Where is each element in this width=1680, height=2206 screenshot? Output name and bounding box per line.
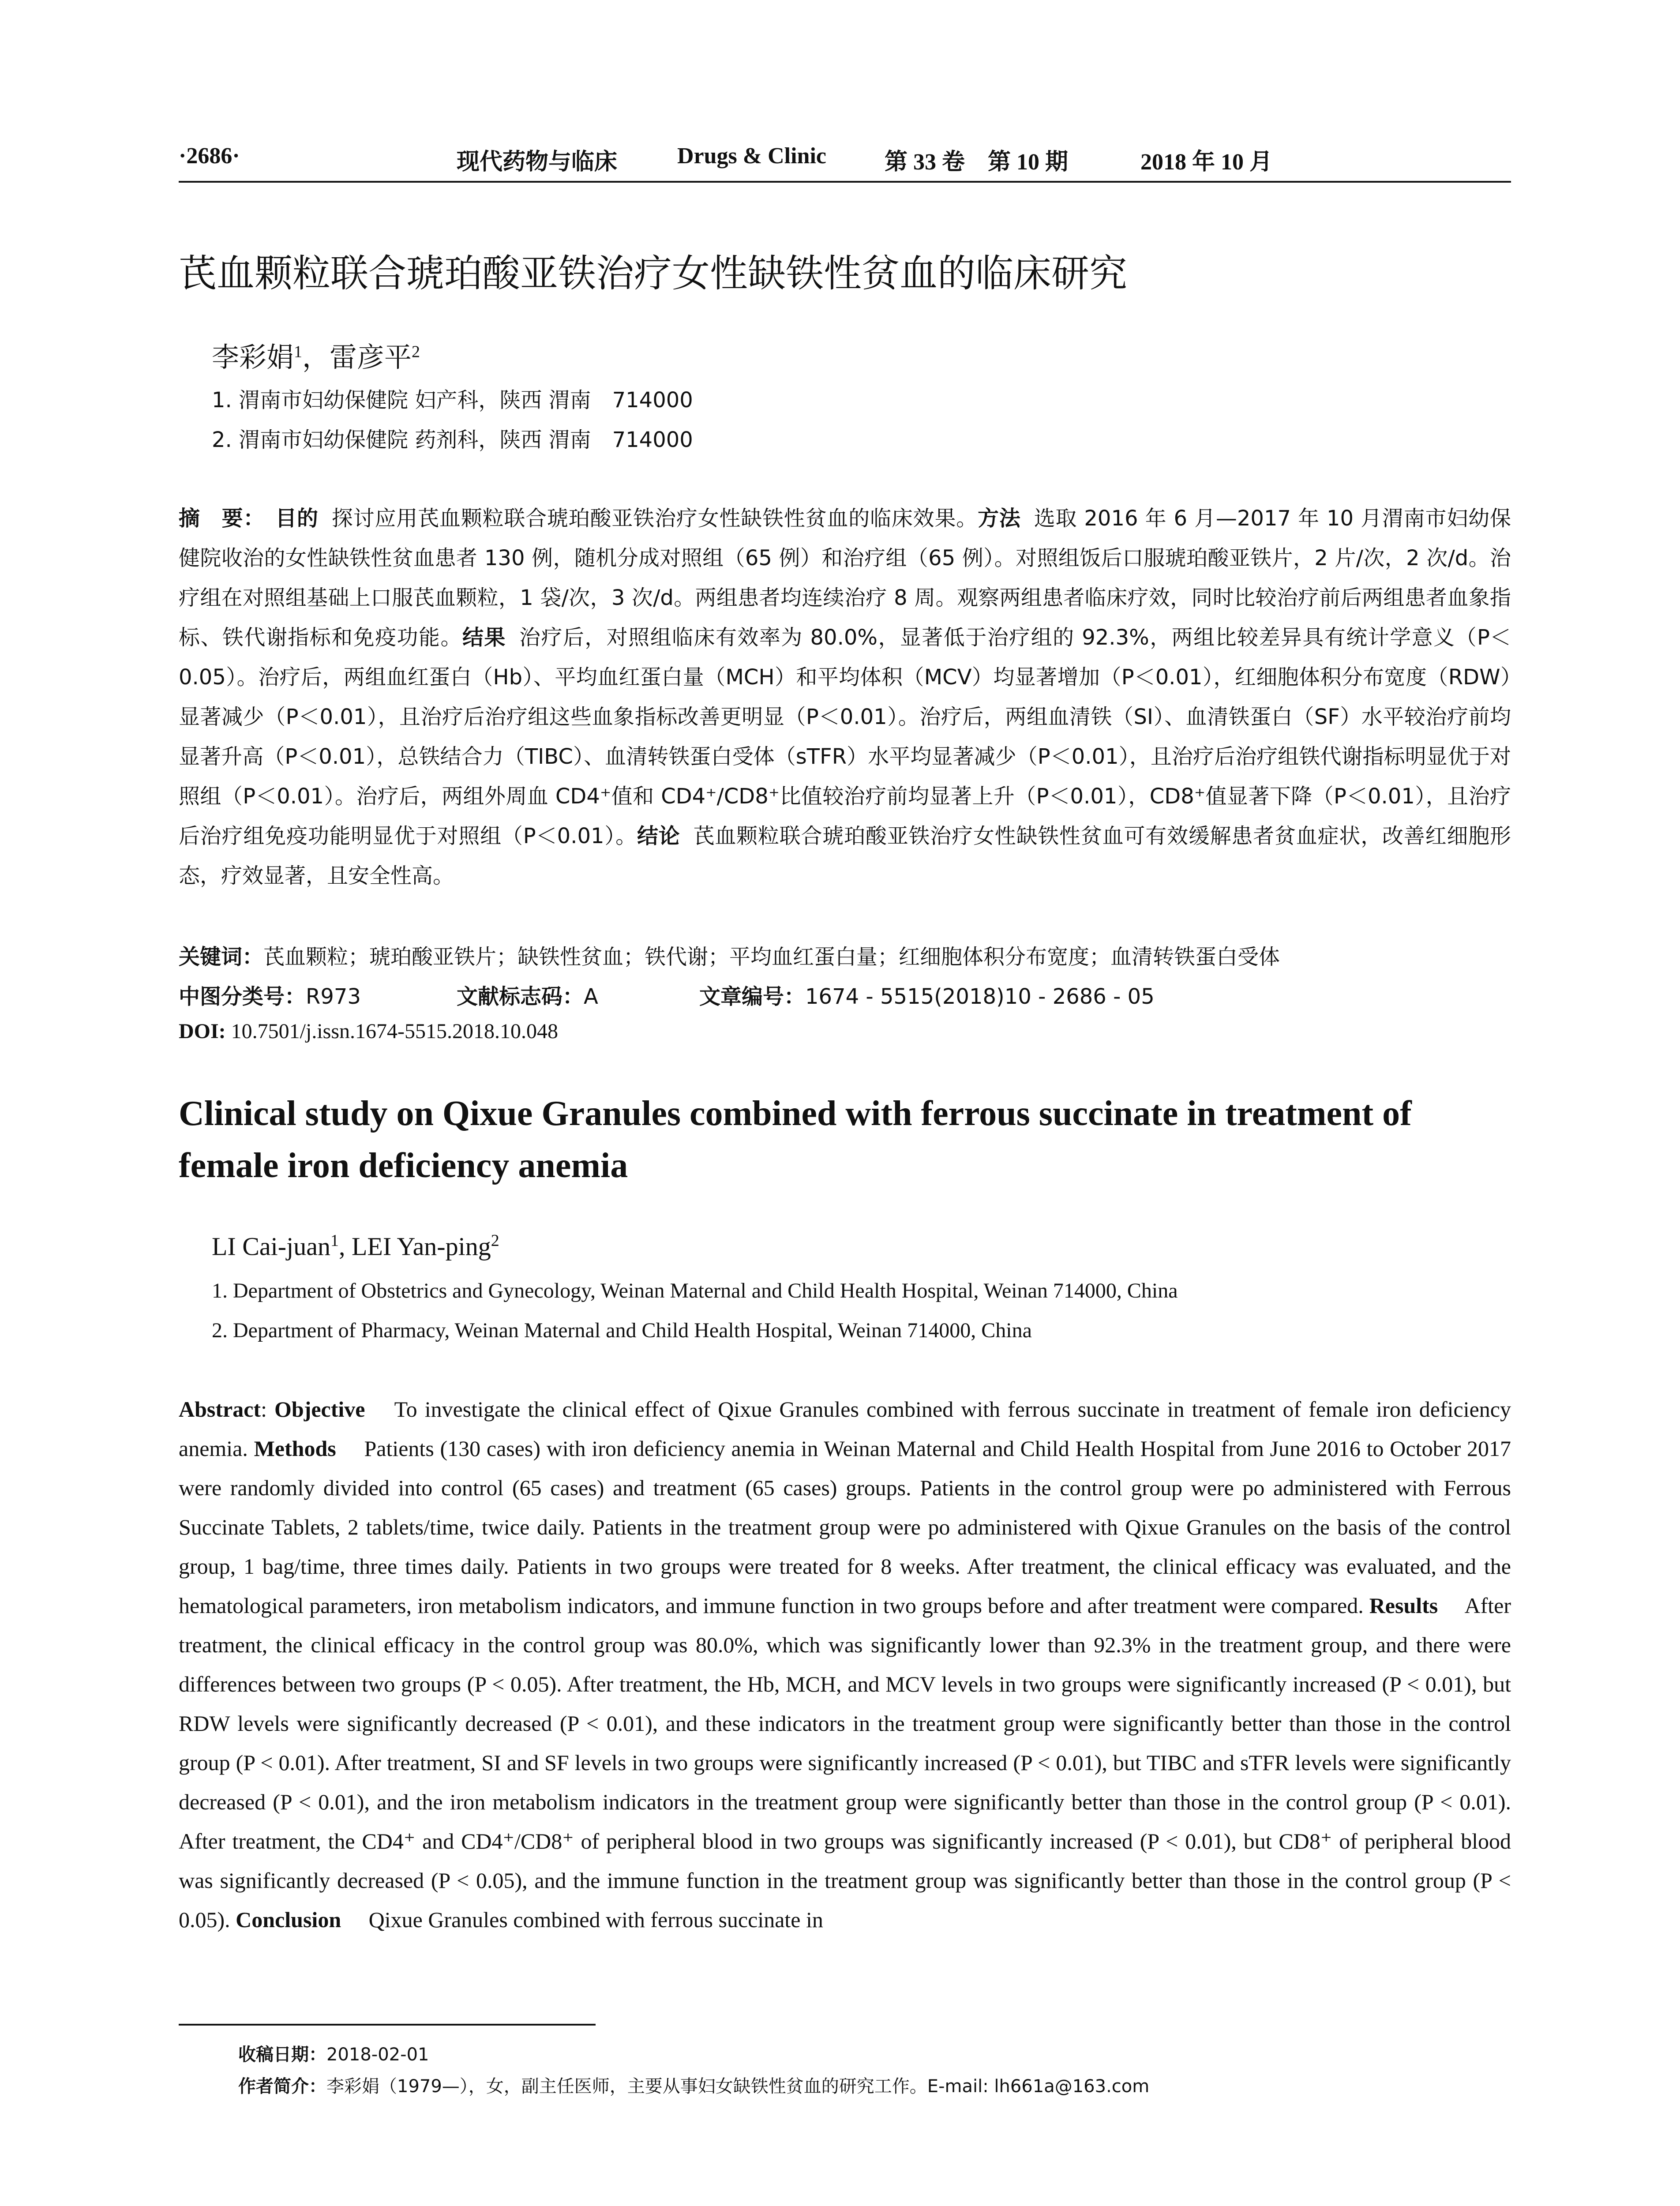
conclusion-label-cn: 结论 bbox=[637, 824, 680, 848]
article-no-label: 文章编号： bbox=[699, 984, 806, 1009]
running-header bbox=[179, 140, 1511, 183]
conclusion-text-en: Qixue Granules combined with ferrous succinate in bbox=[368, 1907, 823, 1932]
affiliation-1-en: 1. Department of Obstetrics and Gynecology, Weinan Maternal and Child Health Hospital, Weinan 714000, China bbox=[212, 1279, 1178, 1302]
conclusion-label-en: Conclusion bbox=[236, 1907, 341, 1932]
results-label-cn: 结果 bbox=[462, 625, 506, 650]
abstract-label-en: Abstract bbox=[179, 1397, 261, 1422]
author-bio-label: 作者简介： bbox=[238, 2076, 326, 2097]
footnote-divider bbox=[179, 2024, 596, 2026]
english-authors: LI Cai-juan$^1$, LEI Yan-ping$^2$ bbox=[212, 1231, 499, 1261]
doi-label: DOI: bbox=[179, 1020, 226, 1043]
author-1-affil-mark: 1 bbox=[294, 342, 303, 361]
conclusion-text-cn: 芪血颗粒联合琥珀酸亚铁治疗女性缺铁性贫血可有效缓解患者贫血症状，改善红细胞形态，疗效显著，且安全性高。 bbox=[179, 824, 1511, 888]
keywords-line bbox=[179, 940, 1280, 970]
author-1-en: LI Cai-juan bbox=[212, 1232, 330, 1261]
objective-label-en: Objective bbox=[274, 1397, 365, 1422]
chinese-title: 芪血颗粒联合琥珀酸亚铁治疗女性缺铁性贫血的临床研究 bbox=[179, 251, 1127, 296]
volume-issue: 第 33 卷 第 10 期 bbox=[885, 150, 1069, 175]
received-date-footnote bbox=[238, 2041, 429, 2066]
author-bio-text: 李彩娟（1979—），女，副主任医师，主要从事妇女缺铁性贫血的研究工作。E-mail: lh661a@163.com bbox=[326, 2076, 1150, 2097]
english-abstract: Abstract: Objective To investigate the clinical effect of Qixue Granules combined with ferrous succinate in treatment of female iron deficiency anemia. Methods Patients (130 cases) with iron deficiency anemia in Weinan Maternal and Child Health Hospital from June 2016 to October 2017 were randomly divided into control (65 cases) and treatment (65 cases) groups. Patients in the control group were po administered with Ferrous Succinate Tablets, 2 tablets/time, twice daily. Patients in the treatment group were po administered with Qixue Granules on the basis of the control group, 1 bag/time, three times daily. Patients in two groups were treated for 8 weeks. After treatment, the clinical efficacy was evaluated, and the hematological parameters, iron metabolism indicators, and immune function in two groups before and after treatment were compared. Results After treatment, the clinical efficacy in the control group was 80.0%, which was significantly lower than 92.3% in the treatment group, and there were differences between two groups (P < 0.05). After treatment, the Hb, MCH, and MCV levels in two groups were significantly increased (P < 0.01), but RDW levels were significantly decreased (P < 0.01), and these indicators in the treatment group were significantly better than those in the control group (P < 0.01). After treatment, SI and SF levels in two groups were significantly increased (P < 0.01), but TIBC and sTFR levels were significantly decreased (P < 0.01), and the iron metabolism indicators in the treatment group were significantly better than those in the control group (P < 0.01). After treatment, the CD4⁺ and CD4⁺/CD8⁺ of peripheral blood in two groups was significantly increased (P < 0.01), but CD8⁺ of peripheral blood was significantly decreased (P < 0.05), and the immune function in the treatment group was significantly better than those in the control group (P < 0.05). Conclusion Qixue Granules combined with ferrous succinate in bbox=[179, 1397, 1511, 1932]
author-2-cn: 雷彦平 bbox=[330, 343, 412, 373]
abstract-label-cn: 摘 要： bbox=[179, 506, 265, 531]
results-text-cn: 治疗后，对照组临床有效率为 80.0%，显著低于治疗组的 92.3%，两组比较差异具有统计学意义（P＜0.05）。治疗后，两组血红蛋白（Hb）、平均血红蛋白量（MCH）和平均体积（MCV）均显著增加（P＜0.01），红细胞体积分布宽度（RDW）显著减少（P＜0.01），且治疗后治疗组这些血象指标改善更明显（P＜0.01）。治疗后，两组血清铁（SI）、血清铁蛋白（SF）水平较治疗前均显著升高（P＜0.01），总铁结合力（TIBC）、血清转铁蛋白受体（sTFR）水平均显著减少（P＜0.01），且治疗后治疗组铁代谢指标明显优于对照组（P＜0.01）。治疗后，两组外周血 CD4⁺值和 CD4⁺/CD8⁺比值较治疗前均显著上升（P＜0.01），CD8⁺值显著下降（P＜0.01），且治疗后治疗组免疫功能明显优于对照组（P＜0.01）。 bbox=[179, 625, 1511, 848]
author-2-affil-mark: 2 bbox=[412, 342, 420, 361]
issue-date: 2018 年 10 月 bbox=[1140, 150, 1273, 175]
affiliation-2-cn: 2. 渭南市妇幼保健院 药剂科，陕西 渭南 714000 bbox=[212, 428, 693, 452]
journal-name-en: Drugs & Clinic bbox=[677, 143, 826, 169]
article-no-group bbox=[699, 979, 1155, 1010]
keywords-label: 关键词： bbox=[179, 945, 264, 969]
affiliation-1-cn: 1. 渭南市妇幼保健院 妇产科，陕西 渭南 714000 bbox=[212, 388, 693, 413]
methods-text-en: Patients (130 cases) with iron deficiency anemia in Weinan Maternal and Child Health Hospital from June 2016 to October 2017 were randomly divided into control (65 cases) and treatment (65 cases) groups. Patients in the control group were po administered with Ferrous Succinate Tablets, 2 tablets/time, twice daily. Patients in the treatment group were po administered with Qixue Granules on the basis of the control group, 1 bag/time, three times daily. Patients in two groups were treated for 8 weeks. After treatment, the clinical efficacy was evaluated, and the hematological parameters, iron metabolism indicators, and immune function in two groups before and after treatment were compared. bbox=[179, 1436, 1511, 1618]
clc-value: R973 bbox=[306, 984, 361, 1009]
doi-value: 10.7501/j.issn.1674-5515.2018.10.048 bbox=[231, 1020, 559, 1043]
received-label: 收稿日期： bbox=[238, 2045, 326, 2065]
clc-label: 中图分类号： bbox=[179, 984, 306, 1009]
author-bio-footnote bbox=[238, 2072, 1149, 2097]
doc-code-value: A bbox=[584, 984, 598, 1009]
doi-line bbox=[179, 1019, 558, 1043]
affiliation-2-en: 2. Department of Pharmacy, Weinan Maternal and Child Health Hospital, Weinan 714000, China bbox=[212, 1319, 1032, 1342]
author-2-en-affil-mark: 2 bbox=[491, 1231, 499, 1250]
journal-name-cn: 现代药物与临床 bbox=[457, 150, 618, 175]
author-1-en-affil-mark: 1 bbox=[330, 1231, 339, 1250]
objective-text-en: To investigate the clinical effect of Qixue Granules combined with ferrous succinate in treatment of female iron deficiency anemia. bbox=[179, 1397, 1511, 1461]
results-text-en: After treatment, the clinical efficacy in the control group was 80.0%, which was significantly lower than 92.3% in the treatment group, and there were differences between two groups (P < 0.05). After treatment, the Hb, MCH, and MCV levels in two groups were significantly increased (P < 0.01), but RDW levels were significantly decreased (P < 0.01), and these indicators in the treatment group were significantly better than those in the control group (P < 0.01). After treatment, SI and SF levels in two groups were significantly increased (P < 0.01), but TIBC and sTFR levels were significantly decreased (P < 0.01), and the iron metabolism indicators in the treatment group were significantly better than those in the control group (P < 0.01). After treatment, the CD4⁺ and CD4⁺/CD8⁺ of peripheral blood in two groups was significantly increased (P < 0.01), but CD8⁺ of peripheral blood was significantly decreased (P < 0.05), and the immune function in the treatment group was significantly better than those in the control group (P < 0.05). bbox=[179, 1593, 1511, 1932]
results-label-en: Results bbox=[1369, 1593, 1438, 1618]
objective-label-cn: 目的 bbox=[275, 506, 319, 531]
methods-label-en: Methods bbox=[254, 1436, 336, 1461]
received-date: 2018-02-01 bbox=[326, 2045, 429, 2065]
methods-text-cn: 选取 2016 年 6 月—2017 年 10 月渭南市妇幼保健院收治的女性缺铁性贫血患者 130 例，随机分成对照组（65 例）和治疗组（65 例）。对照组饭后口服琥珀酸亚铁片，2 片/次，2 次/d。治疗组在对照组基础上口服芪血颗粒，1 袋/次，3 次/d。两组患者均连续治疗 8 周。观察两组患者临床疗效，同时比较治疗前后两组患者血象指标、铁代谢指标和免疫功能。 bbox=[179, 506, 1511, 650]
author-1-cn: 李彩娟 bbox=[212, 343, 294, 373]
page-number: ·2686· bbox=[179, 143, 240, 169]
article-no-value: 1674 - 5515(2018)10 - 2686 - 05 bbox=[805, 984, 1155, 1009]
author-2-en: LEI Yan-ping bbox=[351, 1232, 491, 1261]
objective-text-cn: 探讨应用芪血颗粒联合琥珀酸亚铁治疗女性缺铁性贫血的临床效果。 bbox=[331, 506, 978, 531]
doc-code-label: 文献标志码： bbox=[457, 984, 584, 1009]
english-title: Clinical study on Qixue Granules combined with ferrous succinate in treatment of female iron deficiency anemia bbox=[179, 1094, 1412, 1185]
chinese-abstract bbox=[179, 499, 1511, 896]
doc-code-group bbox=[457, 979, 598, 1010]
methods-label-cn: 方法 bbox=[978, 506, 1021, 531]
keywords-text: 芪血颗粒；琥珀酸亚铁片；缺铁性贫血；铁代谢；平均血红蛋白量；红细胞体积分布宽度；血清转铁蛋白受体 bbox=[263, 945, 1280, 969]
classification-line bbox=[179, 979, 1155, 1010]
chinese-authors: 李彩娟$^1$，雷彦平$^2$ bbox=[212, 342, 420, 373]
